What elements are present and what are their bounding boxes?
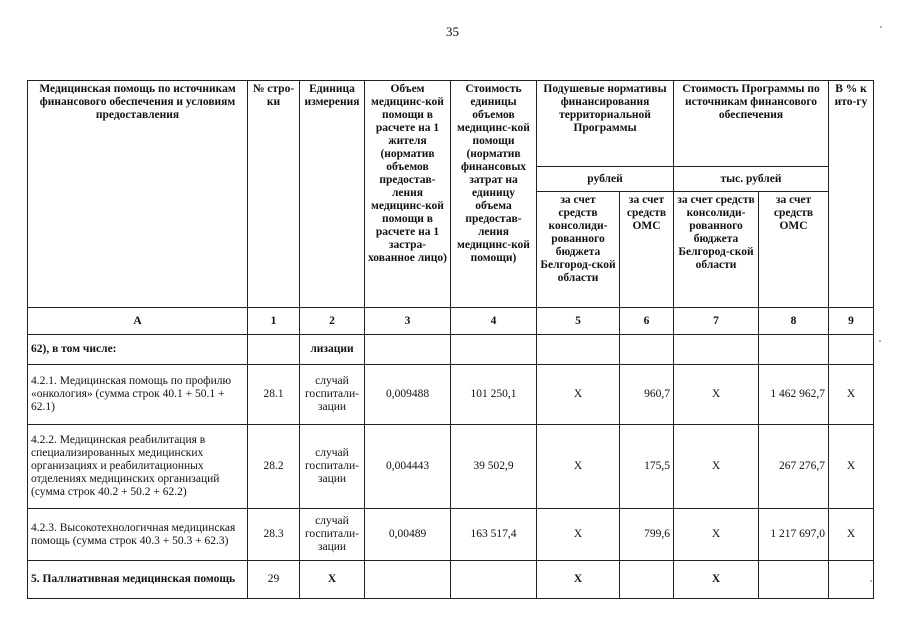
row-label: 4.2.2. Медицинская реабилитация в специализированных медицинских организациях и реабилитационных отделениях медицинских организаций (сумма строк 40.2 + 50.2 + 62.2)	[28, 425, 248, 509]
header-unit-cost: Стоимость единицы объемов медицинс-кой помощи (норматив финансовых затрат на единицу объема предостав-ления медицинс-кой помощи)	[451, 81, 537, 308]
row-budget-per-capita: Х	[537, 365, 620, 425]
table-row	[28, 509, 874, 561]
row-budget-cost: Х	[674, 425, 759, 509]
table-row	[28, 365, 874, 425]
row-number: 28.1	[248, 365, 300, 425]
header-unit-rubles: рублей	[537, 167, 674, 192]
row-volume	[365, 561, 451, 599]
header-oms-cost: за счет средств ОМС	[759, 192, 829, 308]
header-budget-cost: за счет средств консолиди-рованного бюджета Белгород-ской области	[674, 192, 759, 308]
header-budget-per-capita: за счет средств консолиди-рованного бюджета Белгород-ской области	[537, 192, 620, 308]
page-number: 35	[446, 24, 459, 39]
scan-speck	[880, 26, 882, 28]
header-program-cost: Стоимость Программы по источникам финансового обеспечения	[674, 81, 829, 167]
row-oms-per-capita: 799,6	[620, 509, 674, 561]
row-label: 62), в том числе:	[28, 335, 248, 365]
row-unit: случай госпитали-зации	[300, 425, 365, 509]
row-percent	[829, 561, 874, 599]
header-care-type: Медицинская помощь по источникам финансового обеспечения и условиям предоставления	[28, 81, 248, 308]
row-unit-cost	[451, 335, 537, 365]
row-oms-per-capita: 175,5	[620, 425, 674, 509]
column-number: 4	[451, 308, 537, 335]
row-unit-cost: 39 502,9	[451, 425, 537, 509]
row-oms-cost	[759, 561, 829, 599]
column-number: 7	[674, 308, 759, 335]
row-percent: Х	[829, 365, 874, 425]
row-oms-cost: 1 217 697,0	[759, 509, 829, 561]
row-oms-per-capita: 960,7	[620, 365, 674, 425]
row-unit: лизации	[300, 335, 365, 365]
column-number: 5	[537, 308, 620, 335]
row-volume: 0,004443	[365, 425, 451, 509]
row-oms-cost	[759, 335, 829, 365]
row-unit-cost: 163 517,4	[451, 509, 537, 561]
column-number: 9	[829, 308, 874, 335]
row-oms-per-capita	[620, 561, 674, 599]
row-oms-per-capita	[620, 335, 674, 365]
row-percent: Х	[829, 509, 874, 561]
row-budget-per-capita: Х	[537, 509, 620, 561]
row-percent	[829, 335, 874, 365]
header-per-capita: Подушевые нормативы финансирования территориальной Программы	[537, 81, 674, 167]
row-oms-cost: 267 276,7	[759, 425, 829, 509]
row-label: 4.2.1. Медицинская помощь по профилю «онкология» (сумма строк 40.1 + 50.1 + 62.1)	[28, 365, 248, 425]
row-budget-per-capita: Х	[537, 561, 620, 599]
row-unit: случай госпитали-зации	[300, 365, 365, 425]
row-volume: 0,00489	[365, 509, 451, 561]
table-row	[28, 425, 874, 509]
row-oms-cost: 1 462 962,7	[759, 365, 829, 425]
column-number: 3	[365, 308, 451, 335]
row-unit-cost: 101 250,1	[451, 365, 537, 425]
row-budget-cost: Х	[674, 561, 759, 599]
row-number: 28.3	[248, 509, 300, 561]
header-unit: Единица измерения	[300, 81, 365, 308]
column-number: 8	[759, 308, 829, 335]
header-row-number: № стро-ки	[248, 81, 300, 308]
column-numbers-row	[28, 308, 874, 335]
row-budget-cost	[674, 335, 759, 365]
header-unit-thousand-rubles: тыс. рублей	[674, 167, 829, 192]
row-number	[248, 335, 300, 365]
column-number: А	[28, 308, 248, 335]
row-volume	[365, 335, 451, 365]
row-number: 28.2	[248, 425, 300, 509]
row-unit: случай госпитали-зации	[300, 509, 365, 561]
row-budget-per-capita	[537, 335, 620, 365]
row-budget-cost: Х	[674, 365, 759, 425]
header-oms-per-capita: за счет средств ОМС	[620, 192, 674, 308]
row-budget-cost: Х	[674, 509, 759, 561]
table-row	[28, 561, 874, 599]
scan-speck	[870, 580, 872, 582]
row-label: 5. Паллиативная медицинская помощь	[28, 561, 248, 599]
column-number: 6	[620, 308, 674, 335]
row-unit-cost	[451, 561, 537, 599]
scan-speck	[879, 340, 881, 342]
row-unit: Х	[300, 561, 365, 599]
row-volume: 0,009488	[365, 365, 451, 425]
table-row	[28, 335, 874, 365]
row-number: 29	[248, 561, 300, 599]
column-number: 2	[300, 308, 365, 335]
column-number: 1	[248, 308, 300, 335]
row-budget-per-capita: Х	[537, 425, 620, 509]
row-percent: Х	[829, 425, 874, 509]
header-percent: В % к ито-гу	[829, 81, 874, 308]
program-cost-table	[27, 80, 874, 599]
row-label: 4.2.3. Высокотехнологичная медицинская помощь (сумма строк 40.3 + 50.3 + 62.3)	[28, 509, 248, 561]
header-volume: Объем медицинс-кой помощи в расчете на 1 жителя (норматив объемов предостав-ления медицинс-кой помощи в расчете на 1 застра-хованное лицо)	[365, 81, 451, 308]
